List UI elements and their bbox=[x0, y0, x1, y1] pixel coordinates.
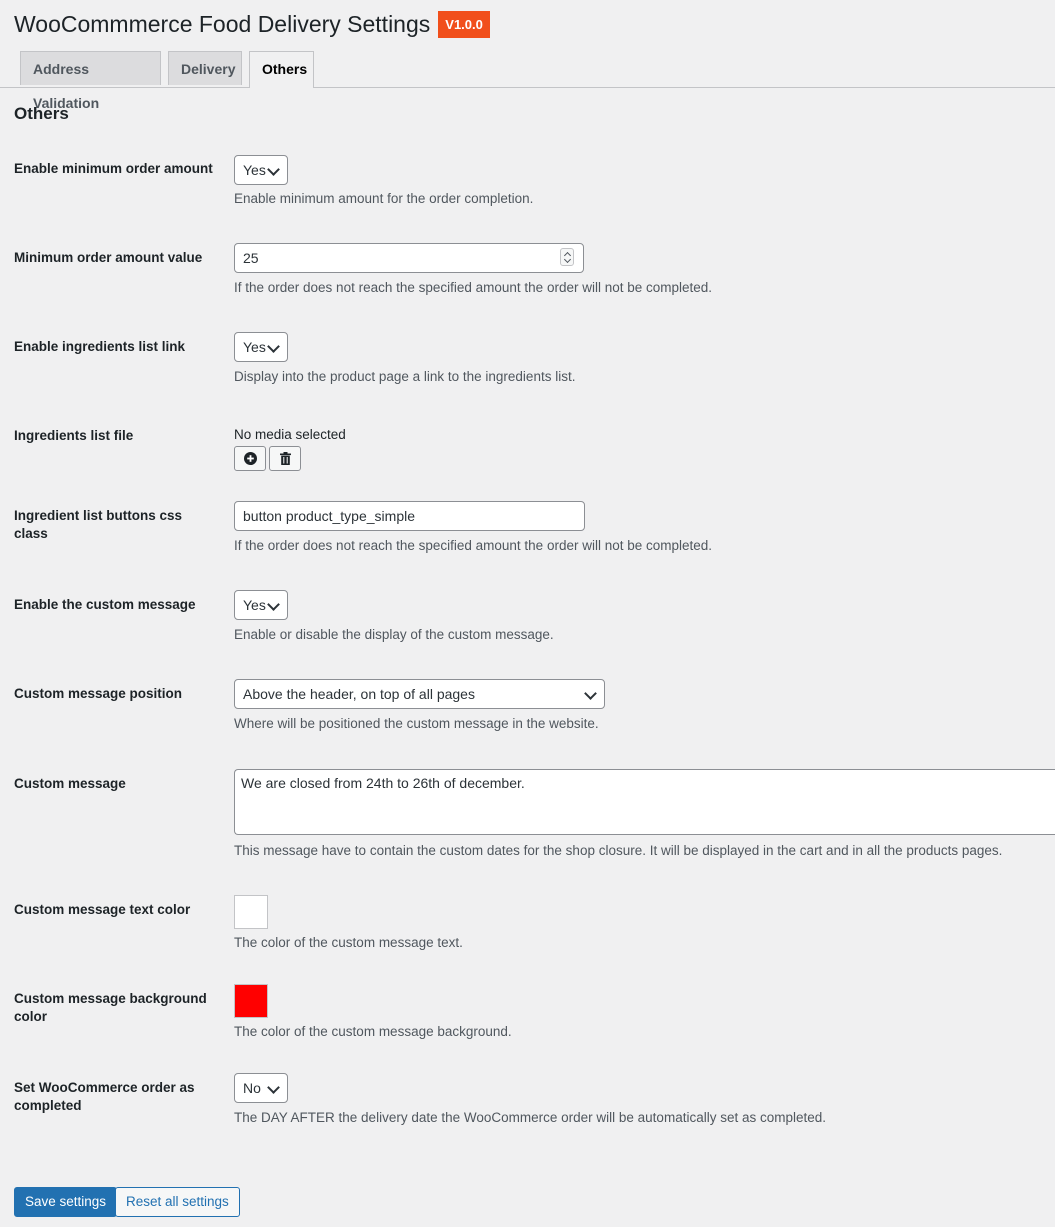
field-description: Enable minimum amount for the order completion. bbox=[234, 191, 534, 206]
media-buttons bbox=[234, 446, 304, 471]
trash-icon bbox=[280, 452, 291, 465]
order-completed-select[interactable] bbox=[234, 1073, 288, 1103]
select-value: No bbox=[243, 1080, 261, 1096]
custom-message-enabled-select[interactable] bbox=[234, 590, 288, 620]
field-label: Ingredients list file bbox=[14, 428, 134, 443]
setting-row-order-completed bbox=[0, 1073, 1055, 1125]
field-description: The DAY AFTER the delivery date the WooCommerce order will be automatically set as completed. bbox=[234, 1110, 827, 1125]
remove-media-button[interactable] bbox=[269, 446, 301, 471]
field-label: Custom message position bbox=[14, 686, 183, 701]
field-label: Set WooCommerce order as completed bbox=[14, 1080, 195, 1113]
tab-others[interactable]: Others bbox=[249, 51, 314, 88]
field-description: Enable or disable the display of the custom message. bbox=[234, 627, 554, 642]
tab-bar bbox=[0, 51, 1055, 111]
field-description: This message have to contain the custom dates for the shop closure. It will be displayed in the cart and in all the products pages. bbox=[234, 843, 1003, 858]
section-title: Others bbox=[14, 104, 69, 123]
field-label: Enable minimum order amount bbox=[14, 161, 213, 176]
select-value: Yes bbox=[243, 597, 266, 613]
tab-delivery[interactable]: Delivery bbox=[168, 51, 242, 85]
page-title: WooCommmerce Food Delivery Settings bbox=[14, 11, 431, 37]
ingredients-css-input[interactable] bbox=[234, 501, 585, 531]
field-description: If the order does not reach the specified amount the order will not be completed. bbox=[234, 280, 713, 295]
chevron-down-icon bbox=[584, 687, 597, 700]
ingredients-link-select[interactable] bbox=[234, 332, 288, 362]
setting-row-min-order-enabled bbox=[0, 155, 1055, 206]
select-value: Yes bbox=[243, 339, 266, 355]
select-value: Yes bbox=[243, 162, 266, 178]
field-label: Custom message background color bbox=[14, 991, 207, 1024]
custom-message-position-select[interactable] bbox=[234, 679, 605, 709]
custom-message-textarea[interactable]: We are closed from 24th to 26th of december. bbox=[234, 769, 1055, 835]
chevron-down-icon bbox=[267, 598, 280, 611]
field-label: Ingredient list buttons css class bbox=[14, 508, 183, 541]
tab-address-validation[interactable]: Address Validation bbox=[20, 51, 161, 85]
reset-settings-button[interactable]: Reset all settings bbox=[115, 1187, 240, 1217]
field-label: Enable ingredients list link bbox=[14, 339, 186, 354]
field-label: Enable the custom message bbox=[14, 597, 196, 612]
field-label: Custom message bbox=[14, 776, 126, 791]
field-label: Minimum order amount value bbox=[14, 250, 203, 265]
chevron-down-icon bbox=[267, 1081, 280, 1094]
media-status: No media selected bbox=[234, 427, 346, 442]
field-description: If the order does not reach the specified amount the order will not be completed. bbox=[234, 538, 713, 553]
save-settings-button[interactable]: Save settings bbox=[14, 1187, 117, 1217]
add-media-button[interactable] bbox=[234, 446, 266, 471]
chevron-down-icon bbox=[267, 340, 280, 353]
min-order-value-wrapper bbox=[234, 243, 584, 273]
min-order-enabled-select[interactable] bbox=[234, 155, 288, 185]
chevron-down-icon bbox=[267, 163, 280, 176]
field-description: Where will be positioned the custom message in the website. bbox=[234, 716, 599, 731]
page-header bbox=[14, 10, 490, 39]
plus-circle-icon bbox=[244, 452, 257, 465]
setting-row-custom-message-position bbox=[0, 679, 1055, 731]
field-description: Display into the product page a link to the ingredients list. bbox=[234, 369, 576, 384]
field-description: The color of the custom message text. bbox=[234, 935, 463, 950]
number-spinner[interactable] bbox=[560, 248, 574, 266]
text-color-swatch[interactable] bbox=[234, 895, 268, 929]
version-badge: V1.0.0 bbox=[438, 11, 490, 38]
field-description: The color of the custom message background. bbox=[234, 1024, 512, 1039]
field-label: Custom message text color bbox=[14, 902, 191, 917]
min-order-value-input[interactable] bbox=[234, 243, 584, 273]
select-value: Above the header, on top of all pages bbox=[243, 686, 475, 702]
setting-row-custom-message-enabled bbox=[0, 590, 1055, 642]
setting-row-ingredients-link bbox=[0, 332, 1055, 384]
background-color-swatch[interactable] bbox=[234, 984, 268, 1018]
